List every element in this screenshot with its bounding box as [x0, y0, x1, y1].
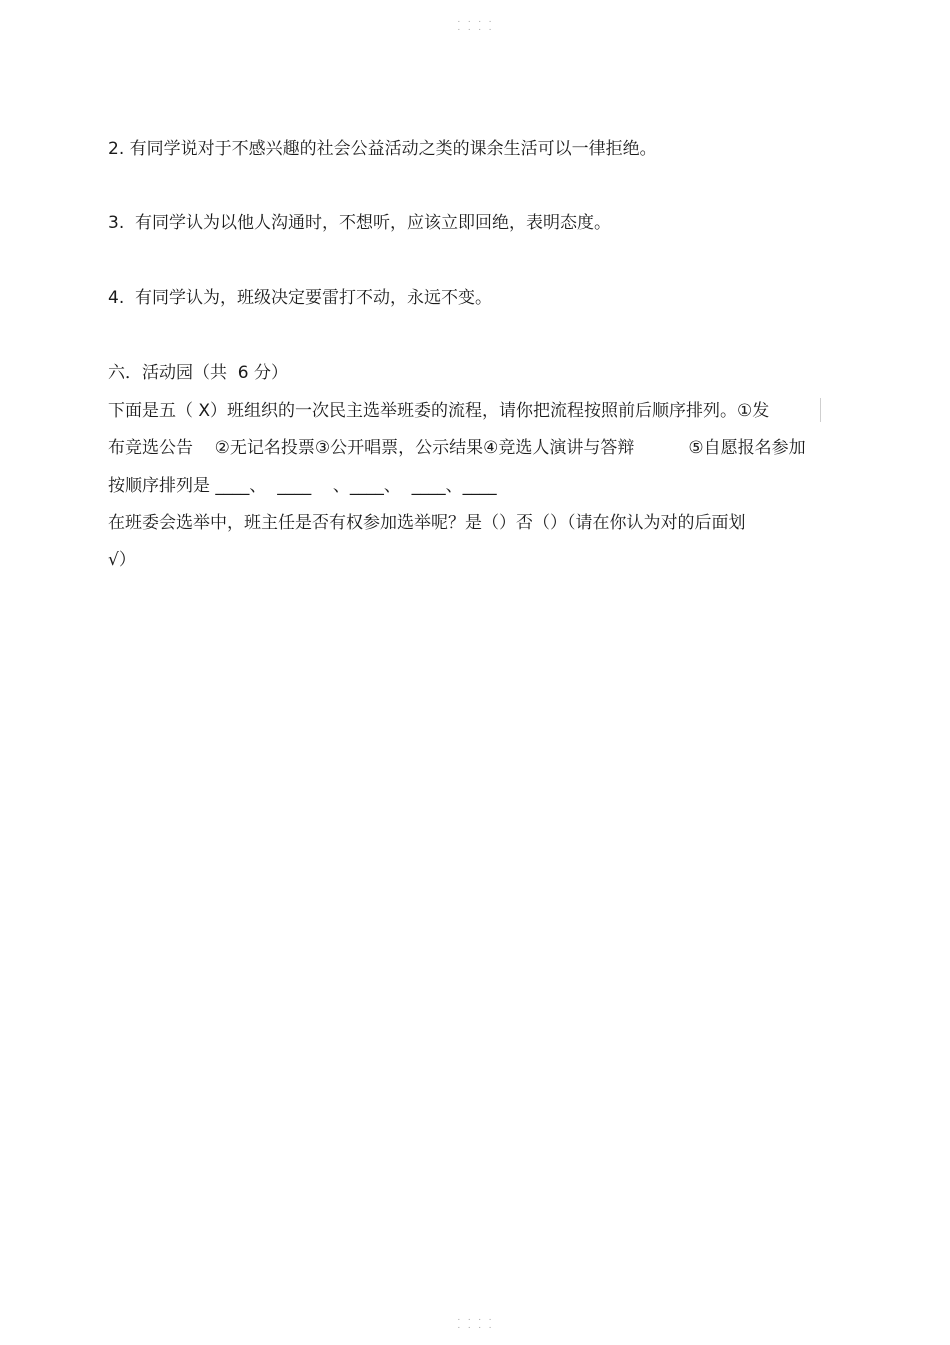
- page-bottom-marker: · · · · · · · ·: [456, 1316, 494, 1332]
- question-2: 2. 有同学说对于不感兴趣的社会公益活动之类的课余生活可以一律拒绝。: [108, 139, 657, 159]
- teacher-vote-question-line-1: 在班委会选举中，班主任是否有权参加选举呢？是（）否（）（请在你认为对的后面划: [108, 513, 746, 533]
- section-6-intro-line-1: 下面是五（ X）班组织的一次民主选举班委的流程，请你把流程按照前后顺序排列。①发: [108, 401, 770, 421]
- section-6-intro-line-2: 布竞选公告 ②无记名投票③公开唱票，公示结果④竞选人演讲与答辩 ⑤自愿报名参加: [108, 438, 806, 458]
- section-6-heading: 六．活动园（共 6 分）: [108, 363, 289, 383]
- page-top-marker: · · · · · · · ·: [456, 18, 494, 34]
- margin-rule: [820, 398, 821, 422]
- order-answer-line: 按顺序排列是 ____、 ____ 、____、 ____、____: [108, 476, 497, 496]
- question-3: 3. 有同学认为以他人沟通时，不想听，应该立即回绝，表明态度。: [108, 213, 612, 233]
- question-4: 4. 有同学认为，班级决定要雷打不动，永远不变。: [108, 288, 493, 308]
- teacher-vote-question-line-2: √）: [108, 550, 136, 570]
